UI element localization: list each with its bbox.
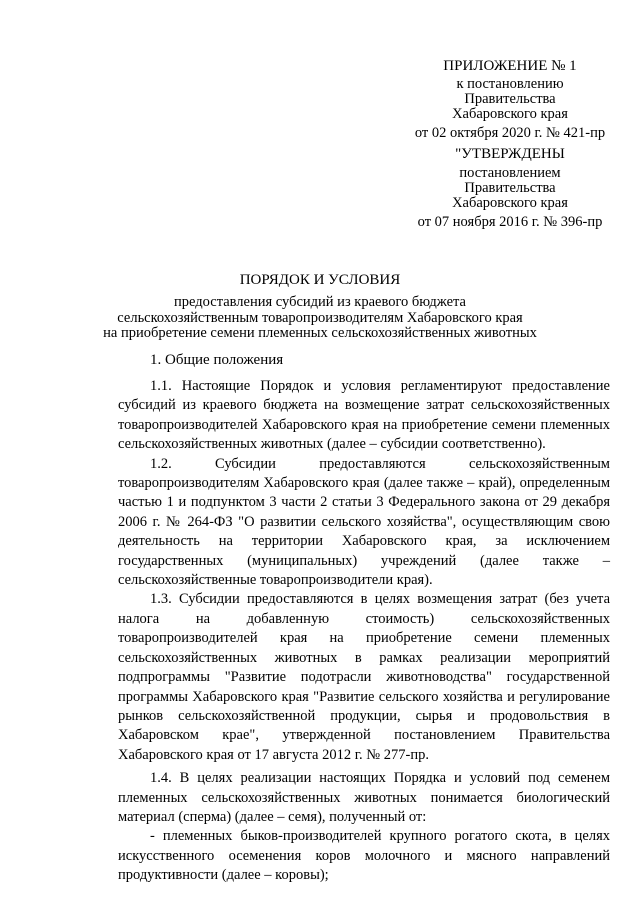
- approved-line: Хабаровского края: [452, 195, 568, 211]
- resolution-line: Хабаровского края: [452, 106, 568, 122]
- resolution-line: к постановлению: [456, 76, 564, 92]
- subtitle-line: предоставления субсидий из краевого бюджета: [174, 294, 466, 310]
- subtitle-line: на приобретение семени племенных сельскохозяйственных животных: [103, 325, 537, 341]
- approved-label: "УТВЕРЖДЕНЫ: [455, 146, 565, 162]
- document-body: [118, 377, 610, 886]
- approved-line: Правительства: [464, 180, 556, 196]
- paragraph-list-item: - племенных быков-производителей крупного рогатого скота, в целях искусственного осеменения коров молочного и мясного направлений продуктивности (далее – коровы);: [118, 828, 610, 884]
- section-heading: 1. Общие положения: [150, 352, 284, 368]
- approved-line: постановлением: [459, 165, 561, 181]
- appendix-label: ПРИЛОЖЕНИЕ № 1: [443, 58, 577, 74]
- resolution-date: от 02 октября 2020 г. № 421-пр: [414, 125, 606, 141]
- paragraph-1-3: 1.3. Субсидии предоставляются в целях возмещения затрат (без учета налога на добавленную стоимость) сельскохозяйственных товаропроизводителей края на приобретение семени племенных сельскохозяйственных животных в рамках реализации мероприятий подпрограммы "Развитие подотрасли животноводства" государственной программы Хабаровского края "Развитие сельского хозяйства и регулирование рынков сельскохозяйственной продукции, сырья и продовольствия в Хабаровском крае", утвержденной постановлением Правительства Хабаровского края от 17 августа 2012 г. № 277-пр.: [118, 591, 610, 763]
- paragraph-1-4: 1.4. В целях реализации настоящих Порядка и условий под семенем племенных сельскохозяйственных животных понимается биологический материал (сперма) (далее – семя), полученный от:: [118, 770, 610, 825]
- approval-header: [390, 58, 630, 231]
- resolution-line: Правительства: [464, 91, 556, 107]
- paragraph-1-2: 1.2. Субсидии предоставляются сельскохозяйственным товаропроизводителям Хабаровского края (далее также – край), определенным частью 1 и подпунктом 3 части 2 статьи 3 Федерального закона от 29 декабря 2006 г. № 264-ФЗ "О развитии сельского хозяйства", осуществляющим свою деятельность на территории Хабаровского края, за исключением государственных (муниципальных) учреждений (далее также – сельскохозяйственные товаропроизводители края).: [118, 455, 610, 589]
- document-title: ПОРЯДОК И УСЛОВИЯ: [239, 272, 401, 288]
- approved-date: от 07 ноября 2016 г. № 396-пр: [417, 214, 603, 230]
- subtitle-line: сельскохозяйственным товаропроизводителям Хабаровского края: [117, 309, 523, 326]
- document-subtitle: [0, 295, 640, 342]
- paragraph-1-1: 1.1. Настоящие Порядок и условия регламентируют предоставление субсидий из краевого бюджета на возмещение затрат сельскохозяйственных товаропроизводителей Хабаровского края на приобретение семени племенных сельскохозяйственных животных (далее – субсидии соответственно).: [118, 378, 610, 453]
